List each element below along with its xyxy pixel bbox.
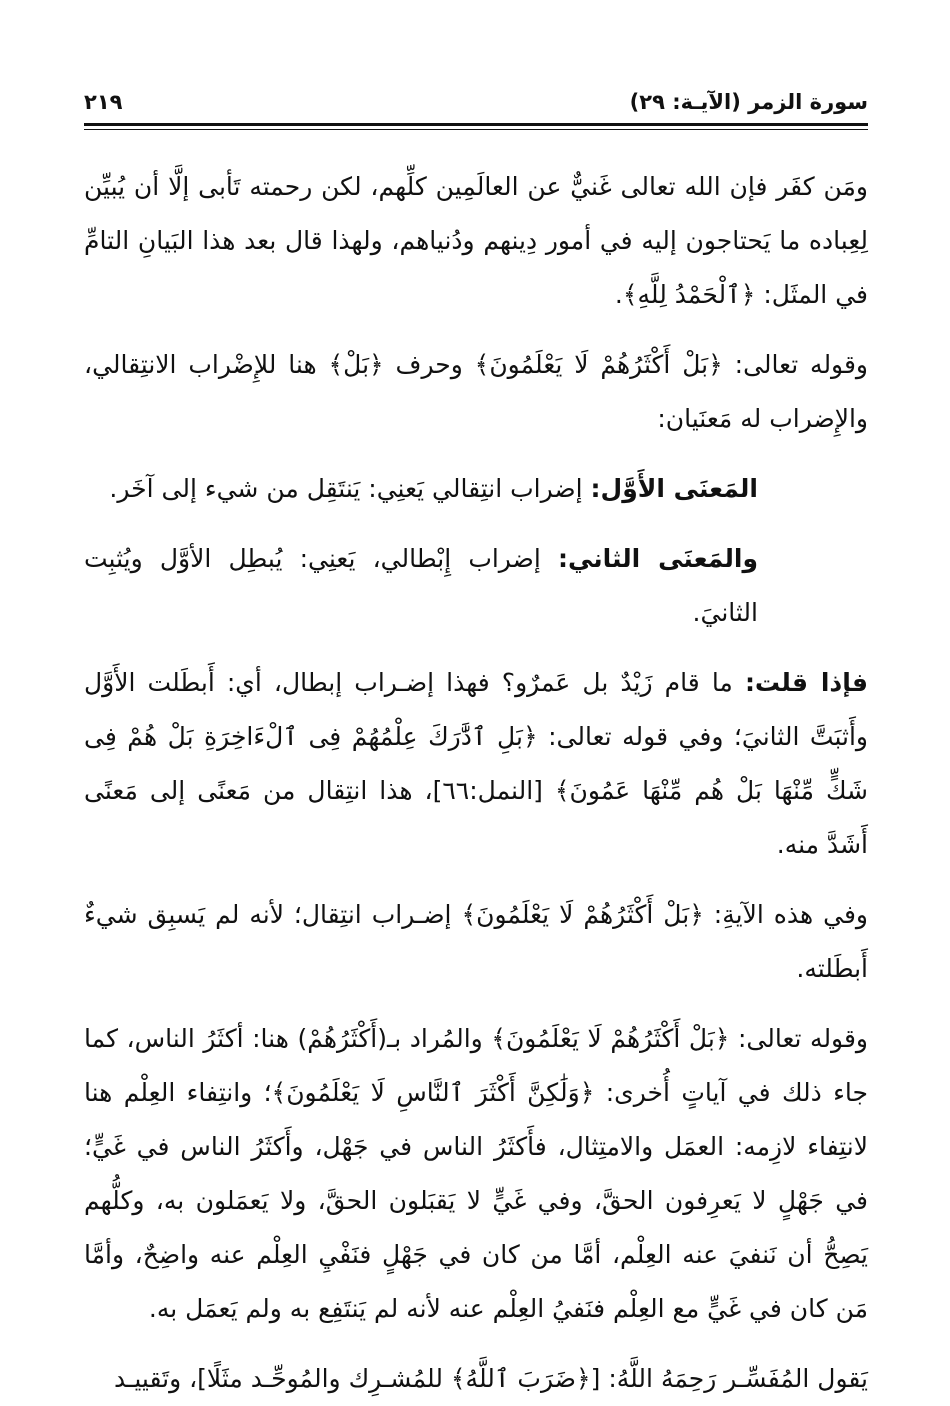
first-meaning-label: المَعنَى الأَوَّل: xyxy=(590,474,758,503)
paragraph-gap xyxy=(84,1336,868,1352)
body-text xyxy=(84,160,868,1406)
paragraph-5 xyxy=(84,656,868,872)
paragraph-gap xyxy=(84,446,868,462)
paragraph-1: ومَن كفَر فإن الله تعالى غَنيٌّ عن العالَمِين كلِّهم، لكن رحمته تَأبى إلَّا أن يُبيِّن لِعِباده ما يَحتاجون إليه في أمور دِينهم ودُنياهم، ولهذا قال بعد هذا البَيانِ التامِّ في المثَل: ﴿ٱلْحَمْدُ لِلَّهِ﴾. xyxy=(84,172,868,309)
paragraph-gap xyxy=(84,640,868,656)
paragraph-gap xyxy=(84,322,868,338)
paragraph-5-text: ما قام زَيْدٌ بل عَمرٌو؟ فهذا إضـراب إبطال، أي: أَبطَلت الأَوَّل وأَثبَتَّ الثانيَ؛ وفي قوله تعالى: ﴿بَلِ ٱدَّٰرَكَ عِلْمُهُمْ فِى ٱلْءَاخِرَةِ بَلْ هُمْ فِى شَكٍّ مِّنْهَا بَلْ هُم مِّنْهَا عَمُونَ﴾ [النمل:٦٦]، هذا انتِقال من مَعنًى إلى مَعنًى أَشَدَّ منه. xyxy=(84,668,869,859)
paragraph-4 xyxy=(84,532,868,640)
paragraph-gap xyxy=(84,872,868,888)
paragraph-6: وفي هذه الآيةِ: ﴿بَلْ أَكْثَرُهُمْ لَا يَعْلَمُونَ﴾ إضـراب انتِقال؛ لأنه لم يَسبِق شيءٌ أَبطَلته. xyxy=(84,900,868,983)
first-meaning-text: إضراب انتِقالي يَعنِي: يَنتَقِل من شيء إلى آخَر. xyxy=(109,474,591,503)
paragraph-gap xyxy=(84,996,868,1012)
paragraph-2: وقوله تعالى: ﴿بَلْ أَكْثَرُهُمْ لَا يَعْلَمُونَ﴾ وحرف ﴿بَلْ﴾ هنا للإِضْراب الانتِقالي، والإِضراب له مَعنَيان: xyxy=(84,350,868,433)
paragraph-7: وقوله تعالى: ﴿بَلْ أَكْثَرُهُمْ لَا يَعْلَمُونَ﴾ والمُراد بـ(أَكْثَرُهُمْ) هنا: أكثَرُ الناس، كما جاء ذلك في آياتٍ أُخرى: ﴿وَلَٰكِنَّ أَكْثَرَ ٱلنَّاسِ لَا يَعْلَمُونَ﴾؛ وانتِفاء العِلْم هنا لانتِفاء لازِمه: العمَل والامتِثال، فأَكثَرُ الناس في جَهْل، وأَكثَرُ الناس في غَيٍّ؛ في جَهْلٍ لا يَعرِفون الحقَّ، وفي غَيٍّ لا يَقبَلون الحقَّ، ولا يَعمَلون به، وكلُّهم يَصِحُّ أن نَنفيَ عنه العِلْم، أمَّا من كان في جَهْلٍ فنَفْيِ العِلْم عنه واضِحٌ، وأمَّا مَن كان في غَيٍّ مع العِلْم فنَفيُ العِلْم عنه لأنه لم يَنتَفِع به ولم يَعمَل به. xyxy=(84,1024,868,1323)
paragraph-gap xyxy=(84,516,868,532)
second-meaning-label: والمَعنَى الثاني: xyxy=(557,544,758,573)
header-rule-thin xyxy=(84,129,868,130)
paragraph-3 xyxy=(84,462,868,516)
surah-title: سورة الزمر (الآيـة: ٢٩) xyxy=(629,90,868,114)
page-header xyxy=(84,86,868,120)
if-you-say-label: فإذا قلت: xyxy=(744,668,868,697)
paragraph-8: يَقول المُفَسِّـر رَحِمَهُ اللَّهُ: [﴿ضَرَبَ ٱللَّهُ﴾ للمُشـرِك والمُوحِّـد مثَلًا]، وتَقييـد xyxy=(113,1364,868,1393)
second-meaning-text: إضراب إِبْطالي، يَعنِي: يُبطِل الأوَّل ويُثبِت الثانيَ. xyxy=(84,544,758,627)
page-number: ٢١٩ xyxy=(84,90,123,114)
header-rule xyxy=(84,123,868,126)
